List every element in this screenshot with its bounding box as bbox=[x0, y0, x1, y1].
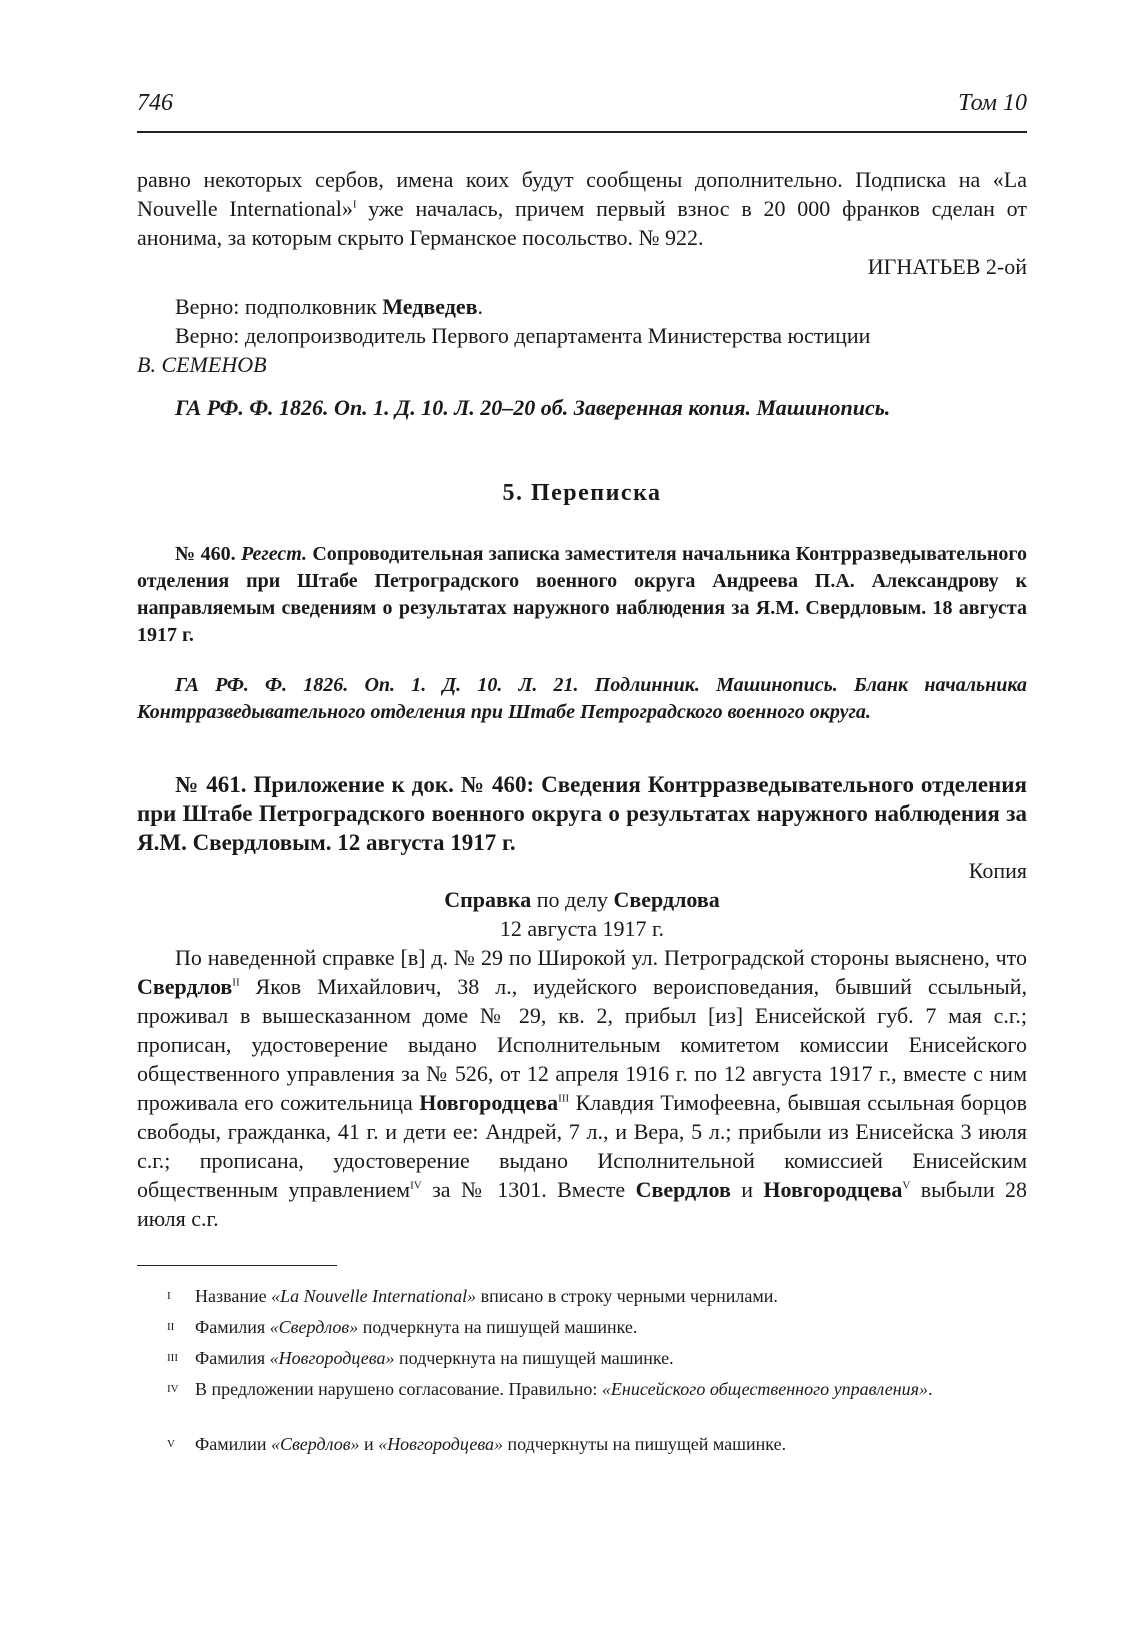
footnote-ref-3: III bbox=[558, 1092, 570, 1105]
footnote-ref-5: V bbox=[902, 1179, 911, 1192]
footnote-ref-2: II bbox=[232, 976, 240, 989]
footnote-text: вписано в строку черными чернилами. bbox=[476, 1286, 778, 1306]
footnote-mark: V bbox=[167, 1438, 175, 1450]
running-header bbox=[137, 90, 1027, 130]
footnote-italic: «La Nouvelle International» bbox=[271, 1286, 477, 1306]
footnote-italic: «Новгородцева» bbox=[378, 1434, 504, 1454]
doc-461-body bbox=[137, 856, 1027, 1233]
continuation-text-2: уже началась, причем первый взнос в 20 000 франков сделан от анонима, за которым скрыто Германское посольство. № 922. bbox=[137, 196, 1027, 250]
footnote bbox=[137, 1345, 1027, 1371]
doc-460-text: Сопроводительная записка заместителя начальника Контрразведывательного отделения при Штабе Петроградского военного округа Андреева П.А. Александрову к направляемым сведениям о результатах наружного наблюдения за Я.М. Свердловым. 18 августа 1917 г. bbox=[137, 543, 1027, 646]
paragraph-text-5: и bbox=[730, 1177, 764, 1202]
paragraph-text-6: выбыли 28 июля с.г. bbox=[137, 1177, 1028, 1231]
footnote-italic: «Новгородцева» bbox=[269, 1348, 395, 1368]
doc-460-regest bbox=[137, 541, 1027, 649]
footnote-ref-1: I bbox=[352, 198, 357, 211]
footnote-text: подчеркнута на пишущей машинке. bbox=[394, 1348, 674, 1368]
spravka-name: Свердлова bbox=[613, 887, 720, 912]
certification-1-prefix: Верно: подполковник bbox=[175, 294, 383, 319]
header-rule bbox=[137, 131, 1027, 133]
archive-source-1: ГА РФ. Ф. 1826. Оп. 1. Д. 10. Л. 20–20 об. Заверенная копия. Машинопись. bbox=[175, 395, 891, 420]
certifier-name-1: Медведев bbox=[382, 294, 478, 319]
footnote bbox=[137, 1314, 1027, 1340]
footnote bbox=[137, 1431, 1027, 1457]
footnote-text: подчеркнута на пишущей машинке. bbox=[358, 1317, 638, 1337]
spravka-mid: по делу bbox=[531, 887, 614, 912]
spravka-heading bbox=[137, 885, 1027, 914]
certification-1-suffix: . bbox=[477, 294, 484, 319]
footnote-text: Фамилии bbox=[195, 1434, 271, 1454]
spravka-word: Справка bbox=[444, 887, 532, 912]
regest-label: Регест. bbox=[240, 543, 308, 565]
copy-label: Копия bbox=[968, 858, 1027, 883]
footnote-italic: «Свердлов» bbox=[270, 1434, 360, 1454]
footnote-text: Фамилия bbox=[195, 1348, 270, 1368]
footnote-text: подчеркнуты на пишущей машинке. bbox=[503, 1434, 787, 1454]
volume-label: Том 10 bbox=[958, 90, 1027, 116]
continuation-text-1: равно некоторых сербов, имена коих будут сообщены дополнительно. Подписка на «La Nouvelle International» bbox=[137, 167, 1027, 221]
footnote-text: и bbox=[359, 1434, 379, 1454]
section-title: 5. Переписка bbox=[502, 480, 662, 506]
footnote-rule bbox=[137, 1265, 337, 1266]
doc-461-title: № 461. Приложение к док. № 460: Сведения Контрразведывательного отделения при Штабе Петроградского военного округа о результатах наружного наблюдения за Я.М. Свердловым. 12 августа 1917 г. bbox=[137, 772, 1027, 855]
paragraph-text-2: Яков Михайлович, 38 л., иудейского вероисповедания, бывший ссыльный, проживал в вышесказанном доме № 29, кв. 2, прибыл [из] Енисейской губ. 7 мая с.г.; прописан, удостоверение выдано Исполнительным комитетом комиссии Енисейского общественного управления за № 526, от 12 апреля 1916 г. по 12 августа 1917 г., вместе с ним проживала его сожительница bbox=[137, 974, 1027, 1115]
archive-source-2: ГА РФ. Ф. 1826. Оп. 1. Д. 10. Л. 21. Подлинник. Машинопись. Бланк начальника Контрразведывательного отделения при Штабе Петроградского военного округа. bbox=[137, 674, 1027, 723]
paragraph-text-4: за № 1301. Вместе bbox=[421, 1177, 636, 1202]
doc-460-number: № 460. bbox=[175, 543, 236, 565]
paragraph-text-3: Клавдия Тимофеевна, бывшая ссыльная борцов свободы, гражданка, 41 г. и дети ее: Андрей, 7 л., и Вера, 5 л.; прибыли из Енисейска 3 июля с.г.; прописана, удостоверение выдано Исполнительной комиссией Енисейским общественным управлением bbox=[137, 1090, 1027, 1202]
footnote-text: Название bbox=[195, 1286, 272, 1306]
footnote-italic: «Свердлов» bbox=[269, 1317, 359, 1337]
footnote-italic: «Енисейского общественного управления» bbox=[601, 1379, 928, 1399]
name-novgorodtseva-2: Новгородцева bbox=[763, 1177, 903, 1202]
certification-2: Верно: делопроизводитель Первого департамента Министерства юстиции bbox=[175, 323, 871, 348]
footnote-mark: III bbox=[167, 1352, 178, 1364]
footnote-mark: IV bbox=[167, 1383, 179, 1395]
name-sverdlov-2: Свердлов bbox=[635, 1177, 731, 1202]
footnote-mark: II bbox=[167, 1321, 175, 1333]
footnote-text: Фамилия bbox=[195, 1317, 270, 1337]
name-novgorodtseva: Новгородцева bbox=[419, 1090, 559, 1115]
footnote-mark: I bbox=[167, 1290, 171, 1302]
footnote bbox=[137, 1283, 1027, 1309]
signature: ИГНАТЬЕВ 2-ой bbox=[867, 254, 1027, 279]
footnote-text: . bbox=[928, 1379, 933, 1399]
footnote bbox=[137, 1376, 1027, 1402]
paragraph-text-1: По наведенной справке [в] д. № 29 по Широкой ул. Петроградской стороны выяснено, что bbox=[175, 945, 1027, 970]
spravka-date: 12 августа 1917 г. bbox=[499, 916, 665, 941]
footnote-ref-4: IV bbox=[410, 1179, 422, 1192]
name-sverdlov: Свердлов bbox=[137, 974, 233, 999]
certifier-name-2: В. СЕМЕНОВ bbox=[137, 352, 267, 377]
page-number: 746 bbox=[137, 90, 173, 116]
continuation-paragraph bbox=[137, 165, 1027, 281]
spravka-paragraph bbox=[137, 943, 1027, 1233]
footnote-text: В предложении нарушено согласование. Правильно: bbox=[195, 1379, 602, 1399]
certification-block bbox=[137, 292, 1027, 379]
